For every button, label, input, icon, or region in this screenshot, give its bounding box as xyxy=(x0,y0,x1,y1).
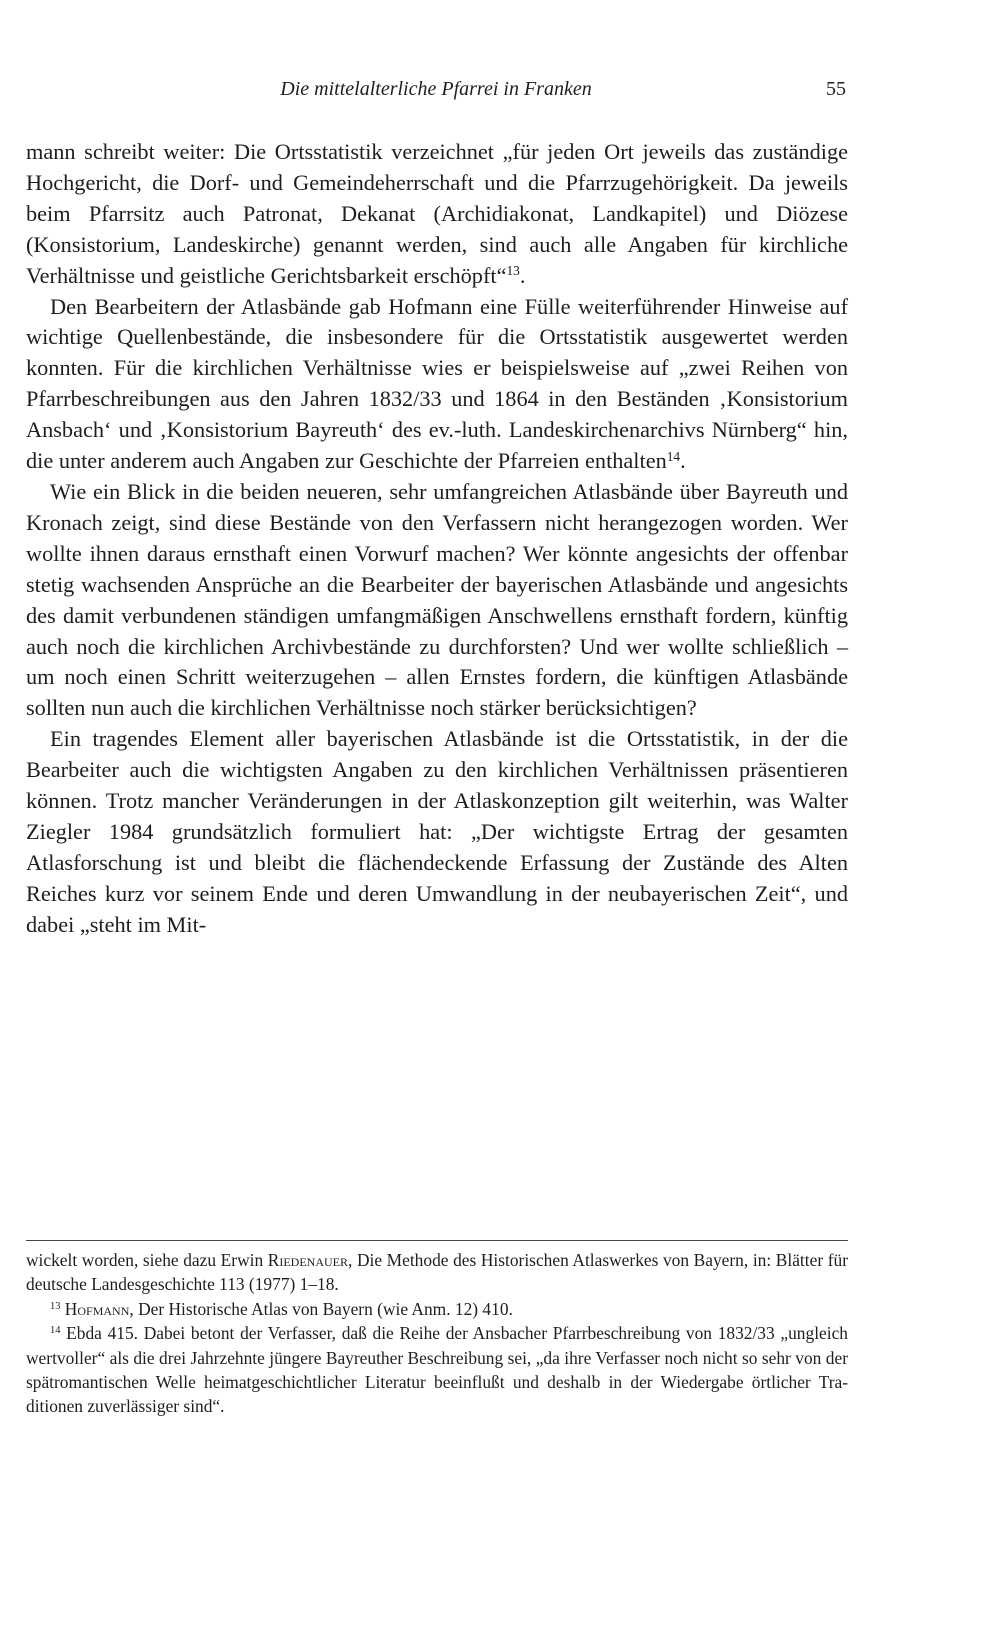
footnote-separator xyxy=(26,1240,848,1241)
footnote-text: , Der Historische Atlas von Bayern (wie Anm. 12) 410. xyxy=(129,1298,513,1319)
footnote-number: 14 xyxy=(50,1325,61,1337)
running-header xyxy=(26,78,846,112)
author-name: Hofmann xyxy=(64,1298,130,1319)
paragraph: Ein tragendes Element aller bayerischen Atlasbände ist die Ortsstatistik, in der die Bearbeiter auch die wichtigsten Angaben zu den kirchlichen Verhältnissen präsentieren können. Trotz mancher Veränderungen in der Atlaskonzeption gilt weiterhin, was Walter Ziegler 1984 grundsätzlich formuliert hat: „Der wichtigste Ertrag der gesamten Atlasforschung ist und bleibt die flächendeckende Erfassung der Zustände des Alten Reiches kurz vor seinem Ende und deren Umwandlung in der neubayerischen Zeit“, und dabei „steht im Mit- xyxy=(26,726,848,937)
footnote-text: wickelt worden, siehe dazu Erwin xyxy=(26,1250,268,1270)
footnote-ref-14[interactable]: 14 xyxy=(666,448,681,464)
body-text xyxy=(26,137,848,941)
page-number: 55 xyxy=(826,78,846,100)
paragraph-text-end: . xyxy=(519,262,526,288)
paragraph-text-end: . xyxy=(680,448,686,474)
footnotes xyxy=(26,1248,848,1419)
footnote-13 xyxy=(26,1297,848,1321)
footnote-carryover xyxy=(26,1248,848,1297)
footnote-text: , Die Methode des Historischen Atlaswerkes von Bayern, in: Blätter für deutsche Landesgeschichte 113 (1977) 1–18. xyxy=(26,1250,848,1295)
paragraph: Wie ein Blick in die beiden neueren, sehr umfangreichen Atlasbände über Bayreuth und Kronach zeigt, sind diese Bestände von den Verfassern nicht herangezogen worden. Wer wollte ihnen daraus ernsthaft einen Vorwurf machen? Wer könnte angesichts der offenbar stetig wachsenden Ansprüche an die Bearbeiter der bayerischen Atlasbände und angesichts des damit verbundenen ständigen umfangmäßigen Anschwellens ernsthaft fordern, künftig auch noch die kirchlichen Archivbestände zu durchforsten? Und wer wollte schließlich – um noch einen Schritt weiterzugehen – allen Ernstes fordern, die künftigen Atlasbände sollten nun auch die kirchlichen Verhältnisse noch stärker berücksichtigen? xyxy=(26,478,848,721)
paragraph-continued xyxy=(26,137,848,292)
paragraph-text: mann schreibt weiter: Die Ortsstatistik verzeichnet „für jeden Ort jeweils das zuständige Hochgericht, die Dorf- und Gemeindeherrschaft und die Pfarrzugehörigkeit. Da jeweils beim Pfarrsitz auch Patronat, Dekanat (Archidiakonat, Landkapitel) und Diözese (Konsistorium, Landeskirche) genannt werden, sind auch alle Angaben für kirchliche Verhältnisse und geistliche Gerichtsbarkeit erschöpft“ xyxy=(26,139,848,288)
footnote-14 xyxy=(26,1321,848,1419)
running-title: Die mittelalterliche Pfarrei in Franken xyxy=(280,78,592,100)
author-name: Riedenauer xyxy=(267,1250,349,1270)
paragraph-text: Den Bearbeitern der Atlasbände gab Hofmann eine Fülle weiterführender Hinweise auf wichtige Quellenbestände, die insbesondere für die Ortsstatistik ausgewertet werden konnten. Für die kirchlichen Verhältnisse wies er beispielsweise auf „zwei Reihen von Pfarrbeschreibungen aus den Jahren 1832/33 und 1864 in den Beständen ‚Konsistorium Ansbach‘ und ‚Konsistorium Bayreuth‘ des ev.-luth. Landeskirchenarchivs Nürnberg“ hin, die unter anderem auch Angaben zur Geschichte der Pfarreien enthalten xyxy=(26,293,848,474)
footnote-ref-13[interactable]: 13 xyxy=(506,263,520,279)
paragraph xyxy=(26,292,848,477)
footnote-text: Ebda 415. Dabei betont der Verfasser, daß die Reihe der Ansbacher Pfarrbeschreibung von 1832/33 „ungleich wertvoller“ als die drei Jahrzehnte jüngere Bayreuther Beschreibung sei, „da ihre Verfasser noch nicht so sehr von der spätromantischen Welle heimatgeschichtlicher Literatur beeinflußt und deshalb in der Wiedergabe örtlicher Traditionen zuverlässiger sind“. xyxy=(26,1323,848,1417)
footnote-number: 13 xyxy=(50,1301,61,1313)
